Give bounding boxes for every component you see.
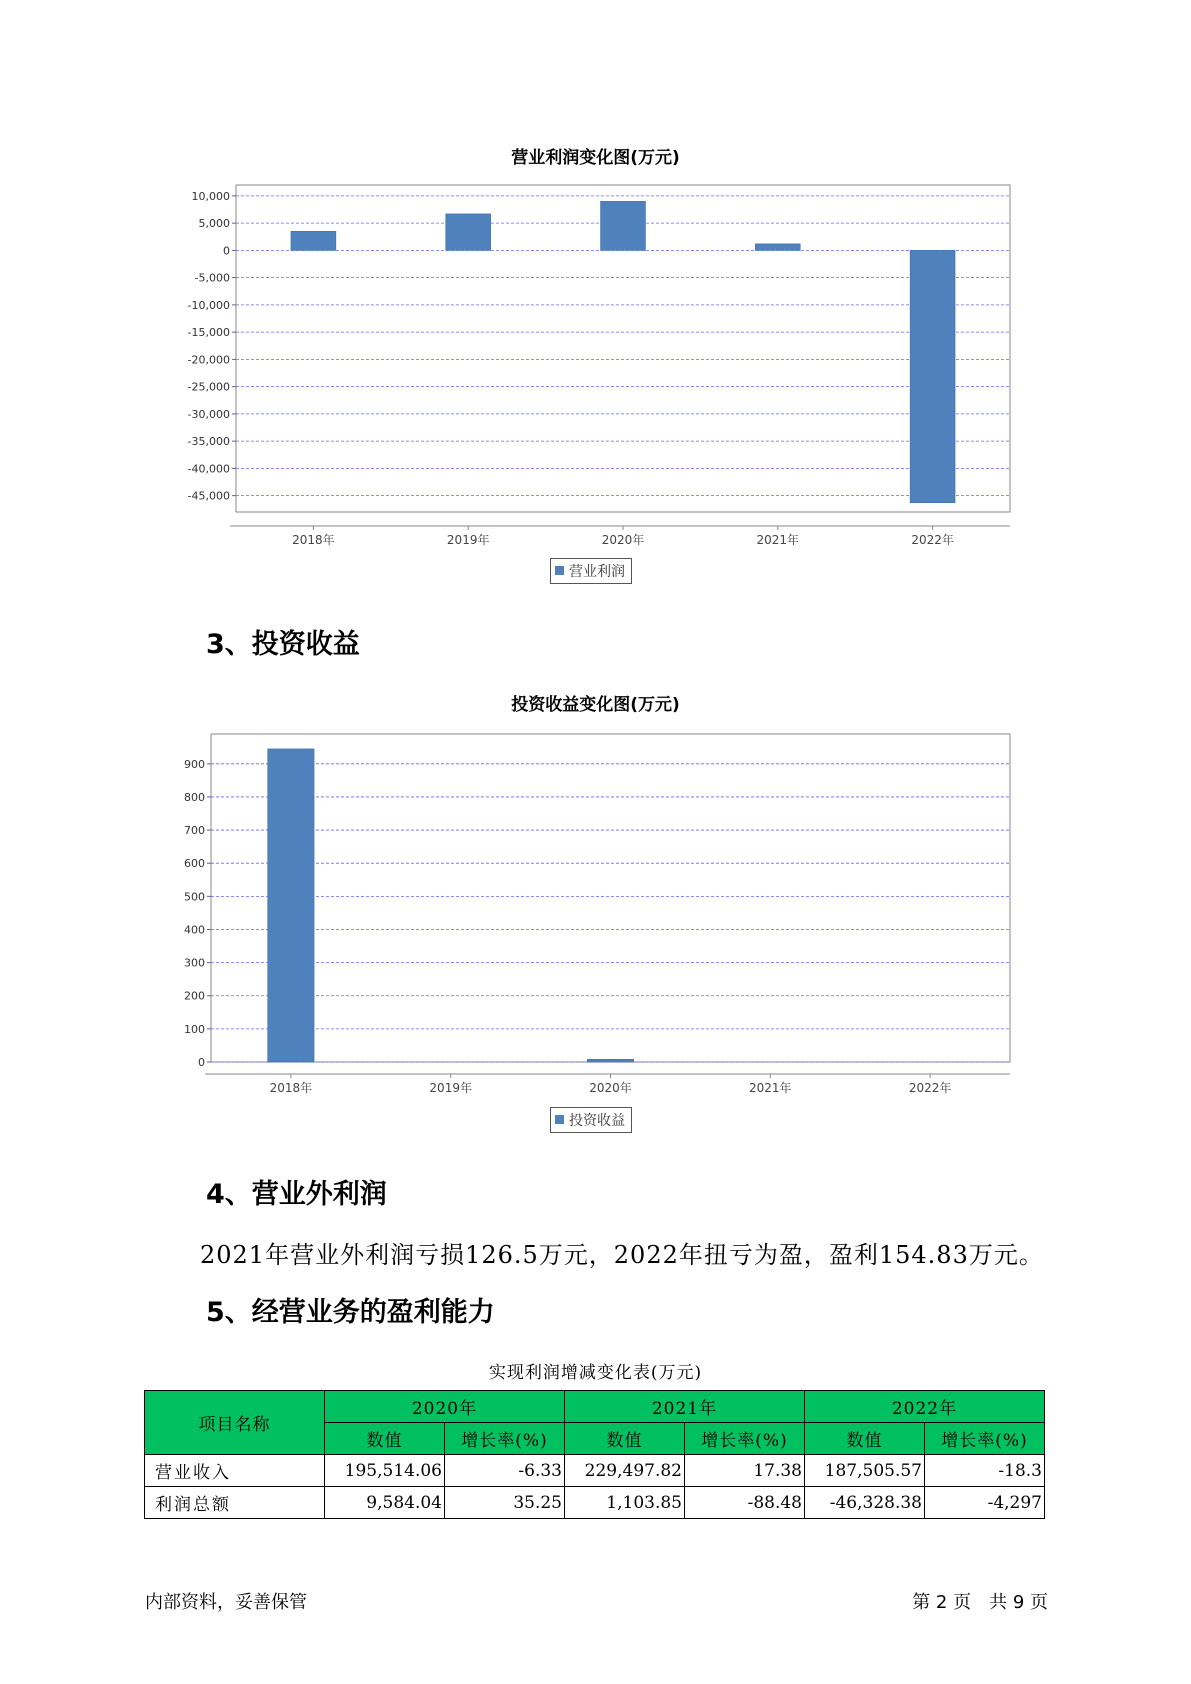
y-tick-label: 5,000	[198, 217, 230, 231]
y-tick-label: -30,000	[187, 407, 230, 421]
table-header-row	[145, 1391, 1045, 1423]
table-cell: -6.33	[445, 1455, 565, 1487]
x-tick-label: 2020年	[601, 533, 645, 547]
chart2-legend-label: 投资收益	[569, 1113, 625, 1129]
y-tick-label: -20,000	[187, 353, 230, 367]
y-tick-label: -25,000	[187, 380, 230, 394]
y-tick-label: 600	[184, 857, 205, 871]
header-year: 2022年	[805, 1391, 1045, 1423]
x-tick-label: 2022年	[911, 533, 954, 547]
y-tick-label: 0	[223, 244, 230, 258]
y-tick-label: 100	[184, 1022, 205, 1036]
table-cell: 1,103.85	[565, 1487, 685, 1519]
x-tick-label: 2020年	[589, 1081, 632, 1095]
y-tick-label: -45,000	[187, 489, 230, 503]
header-value: 数值	[325, 1423, 445, 1455]
table-cell: 9,584.04	[325, 1487, 445, 1519]
x-tick-label: 2019年	[446, 533, 490, 547]
table-cell: 187,505.57	[805, 1455, 925, 1487]
y-tick-label: 300	[184, 956, 205, 970]
bar	[268, 749, 314, 1062]
x-tick-label: 2021年	[749, 1081, 792, 1095]
x-tick-label: 2018年	[269, 1081, 313, 1095]
plot-area	[211, 734, 1010, 1062]
header-growth: 增长率(%)	[925, 1423, 1045, 1455]
y-tick-label: 200	[184, 989, 205, 1003]
x-tick-label: 2019年	[429, 1081, 472, 1095]
table-cell: -88.48	[685, 1487, 805, 1519]
table-row	[145, 1487, 1045, 1519]
table-cell: -18.3	[925, 1455, 1045, 1487]
table-caption: 实现利润增减变化表(万元)	[488, 1363, 703, 1383]
section-4-paragraph: 2021年营业外利润亏损126.5万元，2022年扭亏为盈，盈利154.83万元。	[200, 1241, 1044, 1269]
footer-page-number: 第 2 页 共 9 页	[912, 1592, 1048, 1613]
y-tick-label: -10,000	[187, 298, 230, 312]
x-tick-label: 2021年	[756, 533, 800, 547]
chart1-legend-label: 营业利润	[569, 564, 625, 580]
chart2-legend	[550, 1107, 632, 1133]
chart1-title: 营业利润变化图(万元)	[511, 148, 680, 168]
y-tick-label: 10,000	[191, 189, 230, 203]
header-year: 2021年	[565, 1391, 805, 1423]
x-tick-label: 2022年	[908, 1081, 952, 1095]
table-cell: 195,514.06	[325, 1455, 445, 1487]
row-label: 营业收入	[145, 1455, 325, 1487]
y-tick-label: 0	[198, 1056, 205, 1069]
bar	[587, 1059, 633, 1062]
table-cell: -46,328.38	[805, 1487, 925, 1519]
header-growth: 增长率(%)	[685, 1423, 805, 1455]
y-tick-label: -5,000	[194, 271, 230, 285]
y-tick-label: 900	[184, 757, 205, 771]
header-growth: 增长率(%)	[445, 1423, 565, 1455]
header-year: 2020年	[325, 1391, 565, 1423]
y-tick-label: 700	[184, 824, 205, 838]
y-tick-label: -15,000	[187, 326, 230, 340]
header-value: 数值	[805, 1423, 925, 1455]
header-item-name: 项目名称	[145, 1391, 325, 1455]
x-tick-label: 2018年	[292, 533, 335, 547]
table-cell: 229,497.82	[565, 1455, 685, 1487]
legend-swatch	[555, 1115, 564, 1124]
y-tick-label: -35,000	[187, 435, 230, 449]
row-label: 利润总额	[145, 1487, 325, 1519]
header-value: 数值	[565, 1423, 685, 1455]
table-cell: 35.25	[445, 1487, 565, 1519]
y-tick-label: 400	[184, 923, 205, 937]
y-tick-label: 800	[184, 790, 205, 804]
table-cell: -4,297	[925, 1487, 1045, 1519]
y-tick-label: 500	[184, 890, 205, 904]
y-tick-label: -40,000	[187, 462, 230, 476]
table-row	[145, 1455, 1045, 1487]
section-4-heading: 4、营业外利润	[206, 1179, 387, 1210]
table-cell: 17.38	[685, 1455, 805, 1487]
section-3-heading: 3、投资收益	[206, 629, 360, 660]
profit-change-table	[144, 1390, 1045, 1519]
footer-confidential: 内部资料，妥善保管	[145, 1592, 307, 1613]
section-5-heading: 5、经营业务的盈利能力	[206, 1297, 495, 1328]
chart2-title: 投资收益变化图(万元)	[511, 695, 680, 715]
